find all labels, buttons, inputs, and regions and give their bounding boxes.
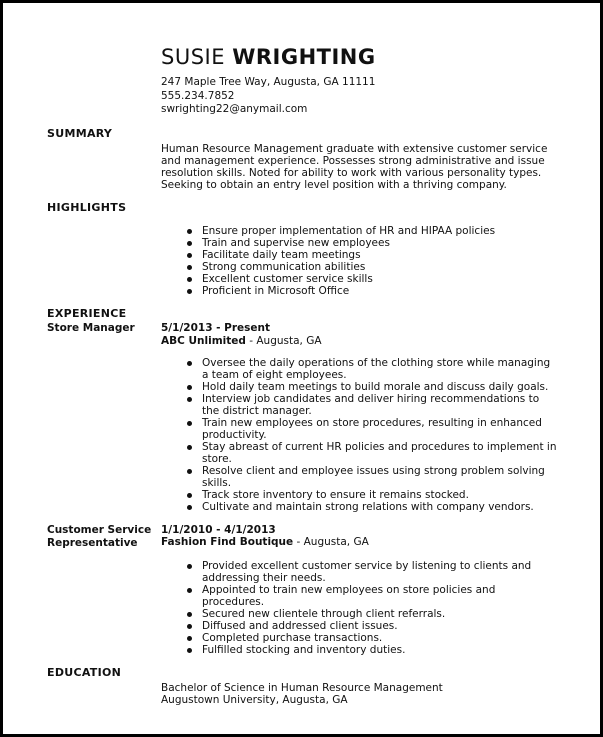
job-duties-list (187, 357, 556, 513)
job-title-line: Customer Service (47, 524, 152, 536)
duty-line: Stay abreast of current HR policies and procedures to implement in (202, 441, 557, 453)
highlight-item: Strong communication abilities (187, 261, 495, 273)
duty-item (187, 381, 556, 393)
duty-item (187, 441, 556, 465)
duty-item (187, 393, 556, 417)
company-name: ABC Unlimited (161, 335, 246, 347)
duty-line: addressing their needs. (202, 572, 326, 584)
duty-line: Cultivate and maintain strong relations with company vendors. (202, 501, 534, 513)
contact-info (161, 76, 375, 117)
job-dates: 1/1/2010 - 4/1/2013 (161, 524, 276, 536)
duty-line: skills. (202, 477, 232, 489)
duty-line: Completed purchase transactions. (202, 632, 383, 644)
highlight-item: Excellent customer service skills (187, 273, 495, 285)
highlight-item: Train and supervise new employees (187, 237, 495, 249)
duty-item (187, 644, 531, 656)
duty-item (187, 357, 556, 381)
duty-line: Resolve client and employee issues using strong problem solving (202, 465, 545, 477)
summary-heading: SUMMARY (47, 127, 113, 140)
company-name: Fashion Find Boutique (161, 536, 294, 548)
duty-line: store. (202, 453, 232, 465)
duty-line: Appointed to train new employees on store policies and (202, 584, 496, 596)
duty-line: Oversee the daily operations of the clothing store while managing (202, 357, 551, 369)
duty-line: Secured new clientele through client referrals. (202, 608, 446, 620)
first-name: SUSIE (161, 45, 225, 69)
highlight-item: Proficient in Microsoft Office (187, 285, 495, 297)
duty-item (187, 560, 531, 584)
job-title (47, 322, 135, 335)
job-duties-list (187, 560, 531, 656)
highlights-list (187, 225, 495, 297)
duty-line: Diffused and addressed client issues. (202, 620, 398, 632)
job-dates: 5/1/2013 - Present (161, 322, 271, 334)
duty-item (187, 584, 531, 608)
duty-item (187, 489, 556, 501)
duty-line: Track store inventory to ensure it remains stocked. (202, 489, 469, 501)
job-title (47, 524, 151, 550)
address: 247 Maple Tree Way, Augusta, GA 11111 (161, 76, 376, 88)
duty-line: Fulfilled stocking and inventory duties. (202, 644, 406, 656)
job-title-line: Store Manager (47, 322, 135, 334)
highlight-item: Ensure proper implementation of HR and HIPAA policies (187, 225, 495, 237)
applicant-name (161, 45, 376, 69)
duty-line: Train new employees on store procedures, resulting in enhanced (202, 417, 542, 429)
phone: 555.234.7852 (161, 89, 235, 102)
job-company (161, 536, 369, 548)
duty-item (187, 632, 531, 644)
summary-line: and management experience. Possesses strong administrative and issue (161, 155, 545, 167)
education-heading: EDUCATION (47, 666, 122, 679)
summary-line: Seeking to obtain an entry level position with a thriving company. (161, 179, 507, 191)
highlight-item: Facilitate daily team meetings (187, 249, 495, 261)
highlights-heading: HIGHLIGHTS (47, 201, 127, 214)
degree: Bachelor of Science in Human Resource Management (161, 682, 443, 694)
last-name: WRIGHTING (232, 45, 376, 69)
summary-line: resolution skills. Noted for ability to work with various personality types. (161, 167, 542, 179)
duty-line: Hold daily team meetings to build morale and discuss daily goals. (202, 381, 549, 393)
duty-item (187, 608, 531, 620)
duty-line: Interview job candidates and deliver hiring recommendations to (202, 393, 540, 405)
email: swrighting22@anymail.com (161, 103, 308, 115)
duty-line: a team of eight employees. (202, 369, 347, 381)
duty-item (187, 501, 556, 513)
summary-text (161, 143, 571, 191)
company-location: - Augusta, GA (245, 335, 322, 347)
duty-line: productivity. (202, 429, 267, 441)
duty-line: the district manager. (202, 405, 312, 417)
company-location: - Augusta, GA (293, 536, 369, 548)
duty-item (187, 417, 556, 441)
summary-line: Human Resource Management graduate with extensive customer service (161, 143, 548, 155)
duty-item (187, 465, 556, 489)
duty-line: Provided excellent customer service by listening to clients and (202, 560, 532, 572)
duty-line: procedures. (202, 596, 265, 608)
education-details (161, 682, 571, 706)
duty-item (187, 620, 531, 632)
school: Augustown University, Augusta, GA (161, 694, 348, 706)
job-title-line: Representative (47, 537, 138, 549)
job-company (161, 335, 322, 347)
experience-heading: EXPERIENCE (47, 307, 127, 320)
